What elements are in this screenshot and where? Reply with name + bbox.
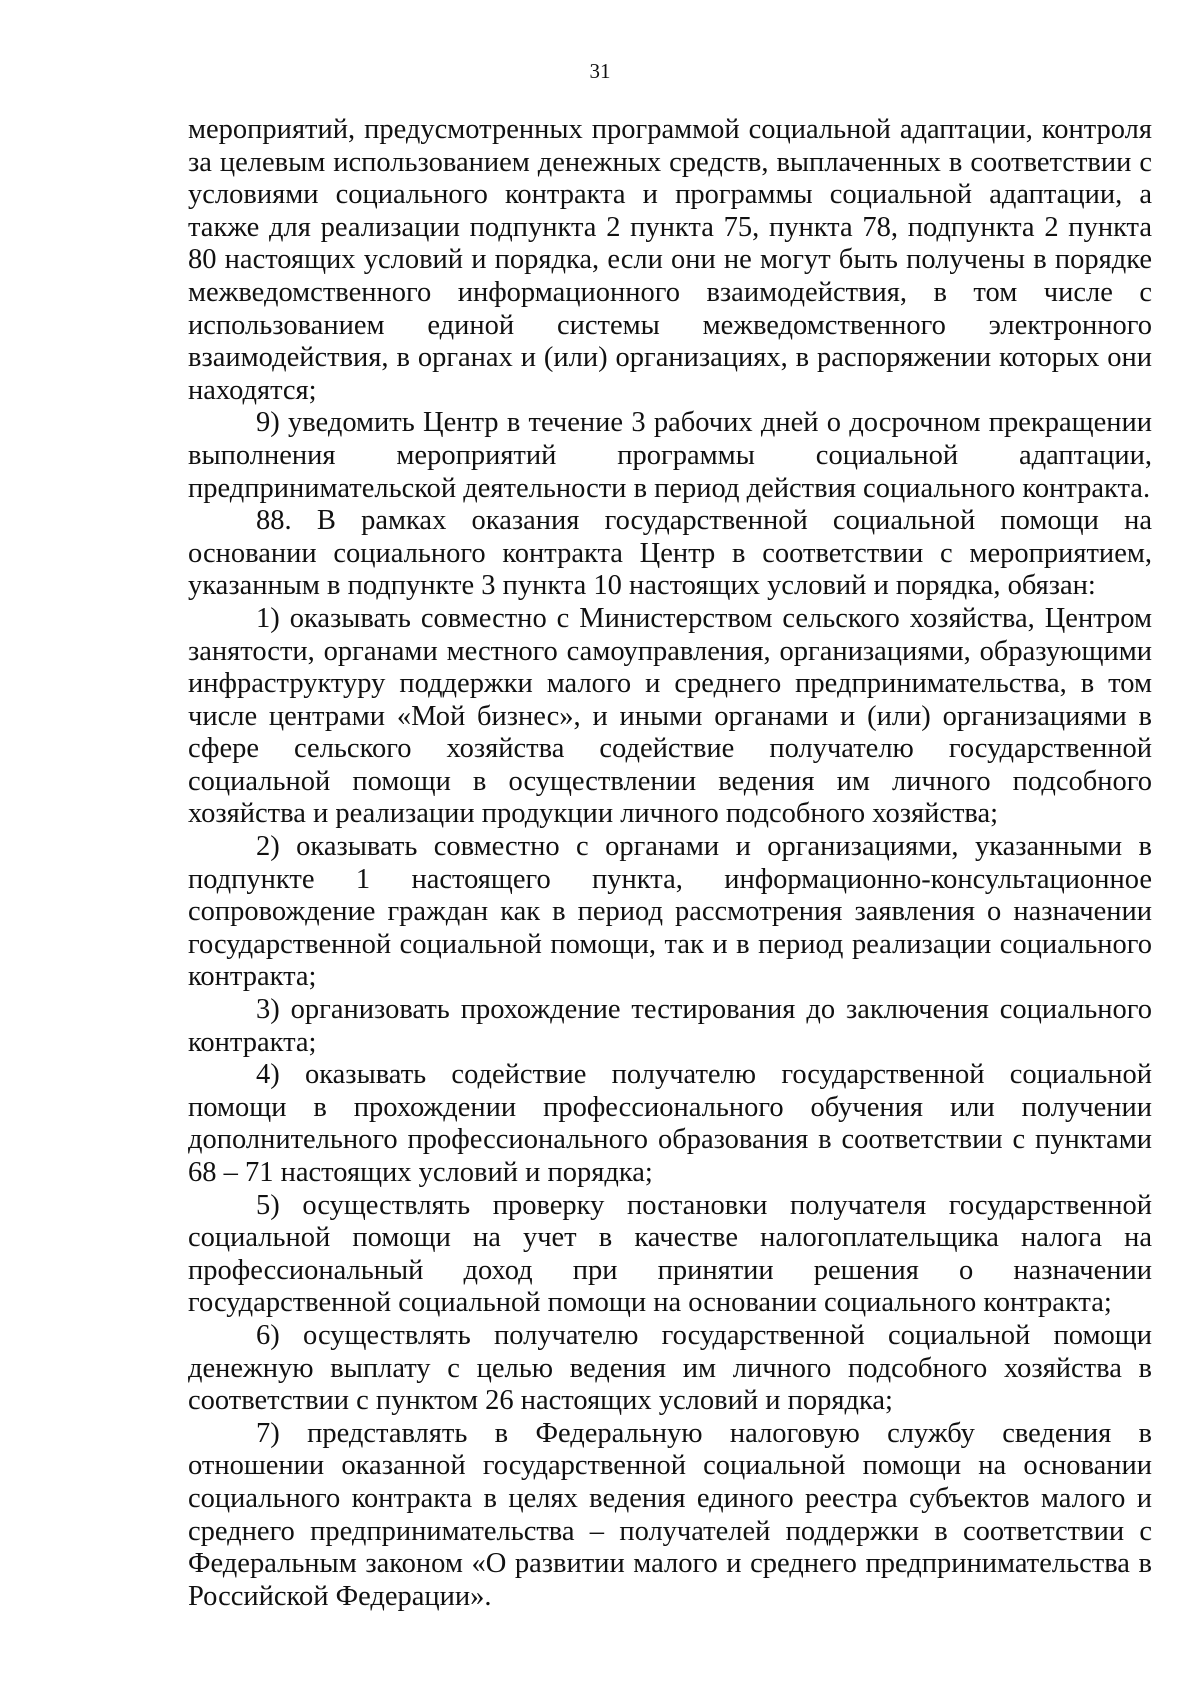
paragraph-item-7: 7) представлять в Федеральную налоговую службу сведения в отношении оказанной государственной социальной помощи на основании социального контракта в целях ведения единого реестра субъектов малого и среднего предпринимательства – получателей поддержки в соответствии с Федеральным законом «О развитии малого и среднего предпринимательства в Российской Федерации».: [188, 1417, 1152, 1612]
document-body: [188, 114, 1152, 1613]
paragraph-item-6: 6) осуществлять получателю государственной социальной помощи денежную выплату с целью ведения им личного подсобного хозяйства в соответствии с пунктом 26 настоящих условий и порядка;: [188, 1319, 1152, 1417]
paragraph-item-2: 2) оказывать совместно с органами и организациями, указанными в подпункте 1 настоящего пункта, информационно-консультационное сопровождение граждан как в период рассмотрения заявления о назначении государственной социальной помощи, так и в период реализации социального контракта;: [188, 831, 1152, 993]
paragraph-item-5: 5) осуществлять проверку постановки получателя государственной социальной помощи на учет в качестве налогоплательщика налога на профессиональный доход при принятии решения о назначении государственной социальной помощи на основании социального контракта;: [188, 1189, 1152, 1319]
paragraph-continuation: мероприятий, предусмотренных программой социальной адаптации, контроля за целевым использованием денежных средств, выплаченных в соответствии с условиями социального контракта и программы социальной адаптации, а также для реализации подпункта 2 пункта 75, пункта 78, подпункта 2 пункта 80 настоящих условий и порядка, если они не могут быть получены в порядке межведомственного информационного взаимодействия, в том числе с использованием единой системы межведомственного электронного взаимодействия, в органах и (или) организациях, в распоряжении которых они находятся;: [188, 114, 1152, 406]
paragraph-item-9: 9) уведомить Центр в течение 3 рабочих дней о досрочном прекращении выполнения мероприятий программы социальной адаптации, предпринимательской деятельности в период действия социального контракта.: [188, 407, 1152, 504]
page-number: 31: [589, 59, 611, 83]
paragraph-clause-88: 88. В рамках оказания государственной социальной помощи на основании социального контракта Центр в соответствии с мероприятием, указанным в подпункте 3 пункта 10 настоящих условий и порядка, обязан:: [188, 505, 1152, 602]
paragraph-item-1: 1) оказывать совместно с Министерством сельского хозяйства, Центром занятости, органами местного самоуправления, организациями, образующими инфраструктуру поддержки малого и среднего предпринимательства, в том числе центрами «Мой бизнес», и иными органами и (или) организациями в сфере сельского хозяйства содействие получателю государственной социальной помощи в осуществлении ведения им личного подсобного хозяйства и реализации продукции личного подсобного хозяйства;: [188, 602, 1152, 830]
paragraph-item-3: 3) организовать прохождение тестирования до заключения социального контракта;: [188, 994, 1152, 1058]
paragraph-item-4: 4) оказывать содействие получателю государственной социальной помощи в прохождении профессионального обучения или получении дополнительного профессионального образования в соответствии с пунктами 68 – 71 настоящих условий и порядка;: [188, 1059, 1152, 1188]
